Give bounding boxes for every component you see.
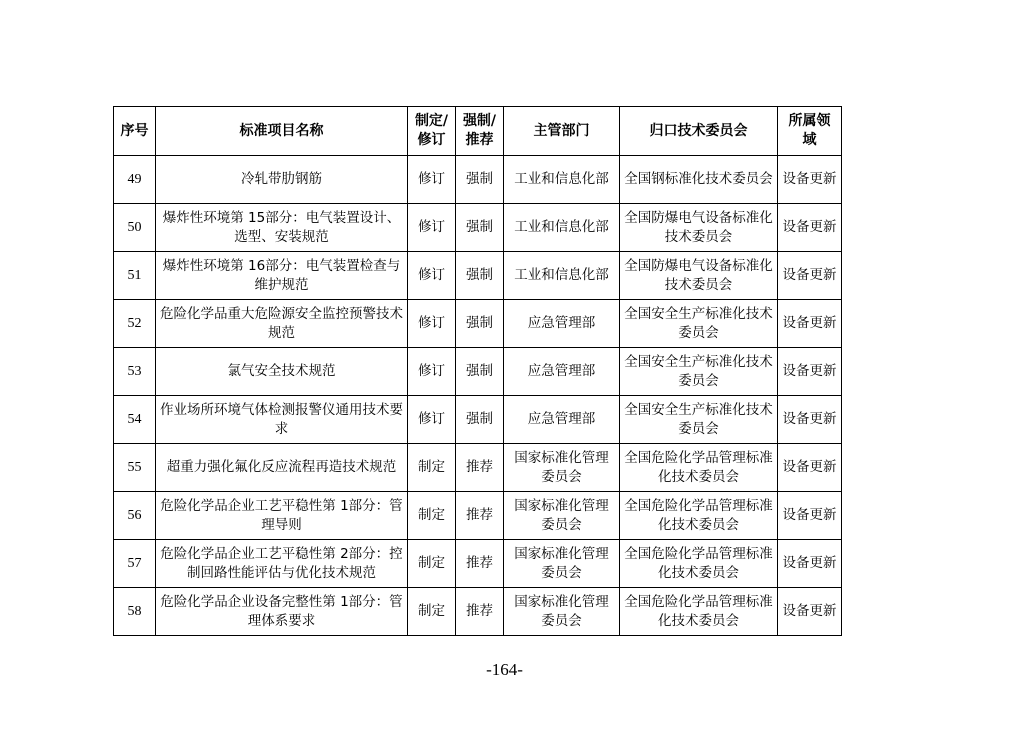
- cell-revise: 制定: [408, 492, 456, 540]
- cell-revise: 制定: [408, 540, 456, 588]
- cell-field: 设备更新: [778, 204, 842, 252]
- cell-seq: 58: [114, 588, 156, 636]
- cell-mandatory: 推荐: [456, 444, 504, 492]
- cell-seq: 53: [114, 348, 156, 396]
- cell-department: 工业和信息化部: [504, 156, 620, 204]
- cell-revise: 修订: [408, 300, 456, 348]
- cell-mandatory: 强制: [456, 300, 504, 348]
- cell-name: 危险化学品企业工艺平稳性第 1部分：管理导则: [156, 492, 408, 540]
- cell-committee: 全国钢标准化技术委员会: [620, 156, 778, 204]
- cell-name: 爆炸性环境第 15部分：电气装置设计、选型、安装规范: [156, 204, 408, 252]
- cell-seq: 54: [114, 396, 156, 444]
- cell-name: 超重力强化氟化反应流程再造技术规范: [156, 444, 408, 492]
- cell-field: 设备更新: [778, 252, 842, 300]
- cell-department: 国家标准化管理委员会: [504, 588, 620, 636]
- cell-seq: 49: [114, 156, 156, 204]
- cell-committee: 全国危险化学品管理标准化技术委员会: [620, 492, 778, 540]
- header-committee: 归口技术委员会: [620, 107, 778, 156]
- cell-seq: 57: [114, 540, 156, 588]
- cell-mandatory: 强制: [456, 156, 504, 204]
- cell-department: 工业和信息化部: [504, 204, 620, 252]
- header-row: [114, 107, 842, 156]
- header-field: 所属领域: [778, 107, 842, 156]
- cell-field: 设备更新: [778, 396, 842, 444]
- header-revise: 制定/修订: [408, 107, 456, 156]
- header-seq: 序号: [114, 107, 156, 156]
- cell-name: 冷轧带肋钢筋: [156, 156, 408, 204]
- cell-revise: 修订: [408, 156, 456, 204]
- cell-department: 国家标准化管理委员会: [504, 540, 620, 588]
- table-row: [114, 300, 842, 348]
- cell-name: 危险化学品重大危险源安全监控预警技术规范: [156, 300, 408, 348]
- table-body: [114, 156, 842, 636]
- table-row: [114, 396, 842, 444]
- table-row: [114, 492, 842, 540]
- cell-name: 危险化学品企业工艺平稳性第 2部分：控制回路性能评估与优化技术规范: [156, 540, 408, 588]
- cell-field: 设备更新: [778, 444, 842, 492]
- cell-revise: 修订: [408, 204, 456, 252]
- cell-committee: 全国安全生产标准化技术委员会: [620, 396, 778, 444]
- cell-field: 设备更新: [778, 540, 842, 588]
- cell-mandatory: 推荐: [456, 588, 504, 636]
- cell-revise: 修订: [408, 396, 456, 444]
- cell-department: 应急管理部: [504, 396, 620, 444]
- cell-committee: 全国危险化学品管理标准化技术委员会: [620, 444, 778, 492]
- cell-mandatory: 强制: [456, 252, 504, 300]
- cell-seq: 55: [114, 444, 156, 492]
- cell-mandatory: 强制: [456, 396, 504, 444]
- table-row: [114, 588, 842, 636]
- cell-department: 工业和信息化部: [504, 252, 620, 300]
- table-row: [114, 540, 842, 588]
- cell-committee: 全国防爆电气设备标准化技术委员会: [620, 204, 778, 252]
- cell-name: 危险化学品企业设备完整性第 1部分：管理体系要求: [156, 588, 408, 636]
- cell-field: 设备更新: [778, 588, 842, 636]
- cell-revise: 制定: [408, 444, 456, 492]
- cell-seq: 56: [114, 492, 156, 540]
- standards-table: [113, 106, 842, 636]
- cell-mandatory: 推荐: [456, 492, 504, 540]
- cell-seq: 50: [114, 204, 156, 252]
- cell-committee: 全国安全生产标准化技术委员会: [620, 348, 778, 396]
- cell-committee: 全国安全生产标准化技术委员会: [620, 300, 778, 348]
- cell-department: 国家标准化管理委员会: [504, 492, 620, 540]
- cell-field: 设备更新: [778, 300, 842, 348]
- table-row: [114, 348, 842, 396]
- page-number: -164-: [486, 660, 523, 679]
- table-row: [114, 156, 842, 204]
- cell-field: 设备更新: [778, 156, 842, 204]
- cell-seq: 52: [114, 300, 156, 348]
- cell-mandatory: 推荐: [456, 540, 504, 588]
- header-mandatory: 强制/推荐: [456, 107, 504, 156]
- cell-department: 国家标准化管理委员会: [504, 444, 620, 492]
- cell-revise: 制定: [408, 588, 456, 636]
- cell-field: 设备更新: [778, 492, 842, 540]
- table-row: [114, 444, 842, 492]
- table-row: [114, 204, 842, 252]
- cell-committee: 全国防爆电气设备标准化技术委员会: [620, 252, 778, 300]
- table-row: [114, 252, 842, 300]
- header-name: 标准项目名称: [156, 107, 408, 156]
- cell-revise: 修订: [408, 348, 456, 396]
- cell-name: 作业场所环境气体检测报警仪通用技术要求: [156, 396, 408, 444]
- cell-seq: 51: [114, 252, 156, 300]
- cell-name: 爆炸性环境第 16部分：电气装置检查与维护规范: [156, 252, 408, 300]
- cell-field: 设备更新: [778, 348, 842, 396]
- cell-department: 应急管理部: [504, 348, 620, 396]
- cell-revise: 修订: [408, 252, 456, 300]
- cell-committee: 全国危险化学品管理标准化技术委员会: [620, 540, 778, 588]
- cell-mandatory: 强制: [456, 204, 504, 252]
- cell-mandatory: 强制: [456, 348, 504, 396]
- cell-name: 氯气安全技术规范: [156, 348, 408, 396]
- cell-department: 应急管理部: [504, 300, 620, 348]
- header-department: 主管部门: [504, 107, 620, 156]
- table-header: [114, 107, 842, 156]
- cell-committee: 全国危险化学品管理标准化技术委员会: [620, 588, 778, 636]
